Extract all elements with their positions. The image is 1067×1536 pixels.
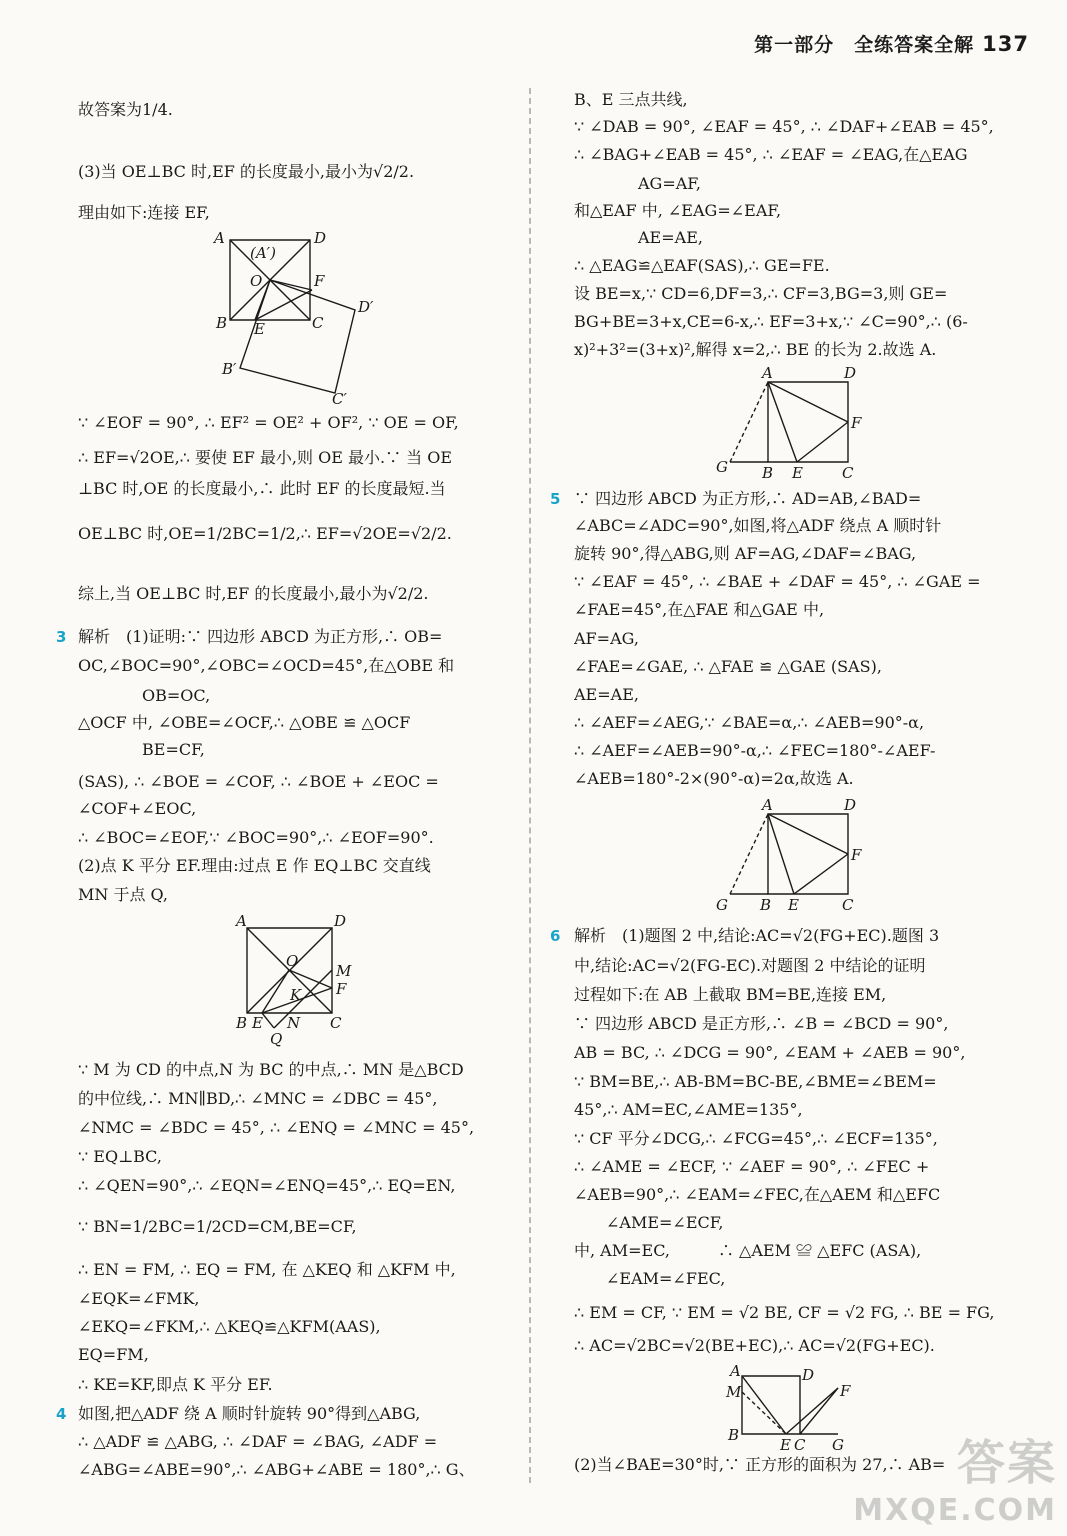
right-text-line: 设 BE=x,∵ CD=6,DF=3,∴ CF=3,BG=3,则 GE= [574, 284, 948, 303]
left-text-line: OC,∠BOC=90°,∠OBC=∠OCD=45°,在△OBE 和 [78, 656, 455, 675]
left-text-line: ∵ M 为 CD 的中点,N 为 BC 的中点,∴ MN 是△BCD [78, 1060, 464, 1079]
figure-midpoints [232, 910, 362, 1050]
left-text-line: OE⊥BC 时,OE=1/2BC=1/2,∴ EF=√2OE=√2/2. [78, 524, 452, 543]
right-text-line: AE=AE, [574, 685, 639, 704]
right-text-line: (2)当∠BAE=30°时,∵ 正方形的面积为 27,∴ AB= [574, 1455, 946, 1474]
right-text-line: ∠FAE=∠GAE, ∴ △FAE ≌ △GAE (SAS), [574, 657, 882, 676]
left-text-line: 综上,当 OE⊥BC 时,EF 的长度最小,最小为√2/2. [78, 584, 429, 603]
left-text-line: △OCF 中, ∠OBE=∠OCF,∴ △OBE ≌ △OCF [78, 713, 411, 732]
left-text-line: ∴ ∠BOC=∠EOF,∵ ∠BOC=90°,∴ ∠EOF=90°. [78, 828, 434, 847]
left-text-line: ∴ ∠QEN=90°,∴ ∠EQN=∠ENQ=45°,∴ EQ=EN, [78, 1176, 456, 1195]
right-text-line: ∴ ∠AEF=∠AEB=90°-α,∴ ∠FEC=180°-∠AEF- [574, 741, 936, 760]
left-text-line: OB=OC, [78, 686, 211, 705]
column-divider [529, 88, 531, 1483]
left-text-line: 的中位线,∴ MN∥BD,∴ ∠MNC = ∠DBC = 45°, [78, 1089, 438, 1108]
fig5-label-0: A [730, 1362, 741, 1380]
page-header [754, 30, 1029, 57]
right-text-line: AF=AG, [574, 629, 639, 648]
figure-rotated-square [210, 228, 380, 408]
fig2-label-2: O [286, 952, 299, 970]
fig3-label-4: B [762, 464, 774, 482]
fig1-label-10: C′ [332, 390, 347, 408]
left-text-line: ∠NMC = ∠BDC = 45°, ∴ ∠ENQ = ∠MNC = 45°, [78, 1118, 475, 1137]
right-text-line: x)²+3²=(3+x)²,解得 x=2,∴ BE 的长为 2.故选 A. [574, 340, 937, 359]
left-text-line: BE=CF, [78, 740, 205, 759]
header-title: 第一部分 全练答案全解 [754, 34, 975, 56]
fig2-label-0: A [236, 912, 247, 930]
right-text-line: AB = BC, ∴ ∠DCG = 90°, ∠EAM + ∠AEB = 90°, [574, 1043, 966, 1062]
left-text-line: ∴ △ADF ≌ △ABG, ∴ ∠DAF = ∠BAG, ∠ADF = [78, 1432, 438, 1451]
fig5-label-5: E [780, 1436, 791, 1452]
fig3-label-1: D [844, 364, 857, 382]
fig2-label-4: F [336, 980, 347, 998]
fig1-label-0: A [214, 229, 225, 247]
fig2-label-1: D [334, 912, 347, 930]
left-text-line: ∠EKQ=∠FKM,∴ △KEQ≌△KFM(AAS), [78, 1317, 381, 1336]
watermark-line2: MXQE.COM [853, 1493, 1057, 1528]
fig3-label-2: F [851, 414, 862, 432]
fig1-label-1: (A′) [250, 244, 276, 262]
fig5-label-7: G [832, 1436, 844, 1452]
left-text-line: ∴ EF=√2OE,∴ 要使 EF 最小,则 OE 最小.∵ 当 OE [78, 448, 453, 467]
fig2-label-5: K [290, 986, 302, 1004]
fig2-label-9: C [330, 1014, 342, 1032]
figure-rotation-2 [712, 796, 872, 916]
fig1-label-9: B′ [222, 360, 237, 378]
fig4-label-2: F [851, 846, 862, 864]
fig4-label-6: C [842, 896, 854, 914]
fig1-label-4: F [314, 272, 325, 290]
page-number: 137 [982, 32, 1029, 56]
right-text-line: ∠EAM=∠FEC, [574, 1269, 726, 1288]
left-text-line: EQ=FM, [78, 1345, 149, 1364]
fig5-label-2: M [726, 1383, 742, 1401]
right-text-line: ∠AME=∠ECF, [574, 1213, 724, 1232]
right-text-line: ∴ AC=√2BC=√2(BE+EC),∴ AC=√2(FG+EC). [574, 1336, 935, 1355]
right-text-line: ∴ ∠AME = ∠ECF, ∵ ∠AEF = 90°, ∴ ∠FEC + [574, 1157, 930, 1176]
right-text-line: 过程如下:在 AB 上截取 BM=BE,连接 EM, [574, 985, 887, 1004]
left-text-line: (SAS), ∴ ∠BOE = ∠COF, ∴ ∠BOE + ∠EOC = [78, 772, 439, 791]
left-text-line: 解析 (1)证明:∵ 四边形 ABCD 为正方形,∴ OB= [78, 627, 443, 646]
left-text-line: ⊥BC 时,OE 的长度最小,∴ 此时 EF 的长度最短.当 [78, 479, 446, 498]
fig1-label-5: D′ [358, 298, 374, 316]
left-text-line: MN 于点 Q, [78, 885, 168, 904]
fig2-label-10: Q [270, 1030, 283, 1048]
figure-rotation-1 [712, 364, 872, 484]
question-number-6: 6 [550, 927, 561, 945]
left-text-line: ∵ EQ⊥BC, [78, 1147, 162, 1166]
left-text-line: ∠COF+∠EOC, [78, 799, 197, 818]
right-text-line: ∵ ∠EAF = 45°, ∴ ∠BAE + ∠DAF = 45°, ∴ ∠GAE = [574, 572, 981, 591]
right-text-line: 和△EAF 中, ∠EAG=∠EAF, [574, 201, 782, 220]
fig2-label-3: M [336, 962, 352, 980]
left-text-line: ∠EQK=∠FMK, [78, 1289, 200, 1308]
fig5-label-3: F [840, 1382, 851, 1400]
right-text-line: 解析 (1)题图 2 中,结论:AC=√2(FG+EC).题图 3 [574, 926, 940, 945]
fig1-label-7: E [254, 320, 265, 338]
right-text-line: 旋转 90°,得△ABG,则 AF=AG,∠DAF=∠BAG, [574, 544, 917, 563]
left-text-line: (3)当 OE⊥BC 时,EF 的长度最小,最小为√2/2. [78, 162, 415, 181]
fig1-label-3: O [250, 272, 263, 290]
fig1-label-6: B [216, 314, 228, 332]
right-text-line: ∠AEB=180°-2×(90°-α)=2α,故选 A. [574, 769, 854, 788]
fig2-label-6: B [236, 1014, 248, 1032]
left-text-line: ∠ABG=∠ABE=90°,∴ ∠ABG+∠ABE = 180°,∴ G、 [78, 1460, 475, 1479]
fig5-label-1: D [802, 1366, 815, 1384]
left-text-line: ∵ BN=1/2BC=1/2CD=CM,BE=CF, [78, 1217, 357, 1236]
left-text-line: 理由如下:连接 EF, [78, 203, 210, 222]
left-text-line: ∴ KE=KF,即点 K 平分 EF. [78, 1375, 273, 1394]
right-text-line: ∴ △EAG≌△EAF(SAS),∴ GE=FE. [574, 256, 830, 275]
fig4-label-4: B [760, 896, 772, 914]
left-text-line: ∵ ∠EOF = 90°, ∴ EF² = OE² + OF², ∵ OE = OF, [78, 413, 459, 432]
watermark [853, 1424, 1057, 1528]
fig4-label-3: G [716, 896, 728, 914]
fig5-label-4: B [728, 1426, 740, 1444]
fig4-label-0: A [762, 796, 773, 814]
left-text-line: 故答案为1/4. [78, 100, 173, 119]
question-number-5: 5 [550, 490, 561, 508]
right-text-line: ∵ BM=BE,∴ AB-BM=BC-BE,∠BME=∠BEM= [574, 1072, 937, 1091]
left-text-line: 如图,把△ADF 绕 A 顺时针旋转 90°得到△ABG, [78, 1404, 421, 1423]
right-text-line: ∴ ∠AEF=∠AEG,∵ ∠BAE=α,∴ ∠AEB=90°-α, [574, 713, 925, 732]
right-text-line: 45°,∴ AM=EC,∠AME=135°, [574, 1100, 803, 1119]
fig3-label-0: A [762, 364, 773, 382]
fig4-label-1: D [844, 796, 857, 814]
left-text-line: ∴ EN = FM, ∴ EQ = FM, 在 △KEQ 和 △KFM 中, [78, 1260, 456, 1279]
fig1-label-2: D [314, 229, 327, 247]
fig1-label-8: C [312, 314, 324, 332]
right-text-line: B、E 三点共线, [574, 90, 688, 109]
fig3-label-3: G [716, 458, 728, 476]
fig2-label-7: E [252, 1014, 263, 1032]
fig2-label-8: N [287, 1014, 301, 1032]
right-text-line: ∴ ∠BAG+∠EAB = 45°, ∴ ∠EAF = ∠EAG,在△EAG [574, 145, 968, 164]
right-text-line: BG+BE=3+x,CE=6-x,∴ EF=3+x,∵ ∠C=90°,∴ (6- [574, 312, 968, 331]
question-number-3: 3 [56, 628, 67, 646]
left-text-line: (2)点 K 平分 EF.理由:过点 E 作 EQ⊥BC 交直线 [78, 856, 431, 875]
fig3-label-6: C [842, 464, 854, 482]
right-text-line: ∵ 四边形 ABCD 为正方形,∴ AD=AB,∠BAD= [574, 489, 922, 508]
right-text-line: ∠ABC=∠ADC=90°,如图,将△ADF 绕点 A 顺时针 [574, 516, 942, 535]
watermark-line1: 答案 [956, 1435, 1057, 1491]
right-text-line: 中, AM=EC, ∴ △AEM ≌ △EFC (ASA), [574, 1241, 922, 1260]
right-text-line: ∵ CF 平分∠DCG,∴ ∠FCG=45°,∴ ∠ECF=135°, [574, 1129, 938, 1148]
fig5-label-6: C [794, 1436, 806, 1452]
figure-square-extension [722, 1362, 862, 1452]
question-number-4: 4 [56, 1405, 67, 1423]
right-text-line: ∠FAE=45°,在△FAE 和△GAE 中, [574, 600, 825, 619]
right-text-line: ∵ ∠DAB = 90°, ∠EAF = 45°, ∴ ∠DAF+∠EAB = 45°, [574, 117, 994, 136]
fig4-label-5: E [788, 896, 799, 914]
right-text-line: ∴ EM = CF, ∵ EM = √2 BE, CF = √2 FG, ∴ BE = FG, [574, 1303, 995, 1322]
right-text-line: AE=AE, [574, 228, 703, 247]
right-text-line: 中,结论:AC=√2(FG-EC).对题图 2 中结论的证明 [574, 956, 926, 975]
fig3-label-5: E [792, 464, 803, 482]
right-text-line: AG=AF, [574, 174, 701, 193]
right-text-line: ∵ 四边形 ABCD 是正方形,∴ ∠B = ∠BCD = 90°, [574, 1014, 949, 1033]
right-text-line: ∠AEB=90°,∴ ∠EAM=∠FEC,在△AEM 和△EFC [574, 1185, 941, 1204]
